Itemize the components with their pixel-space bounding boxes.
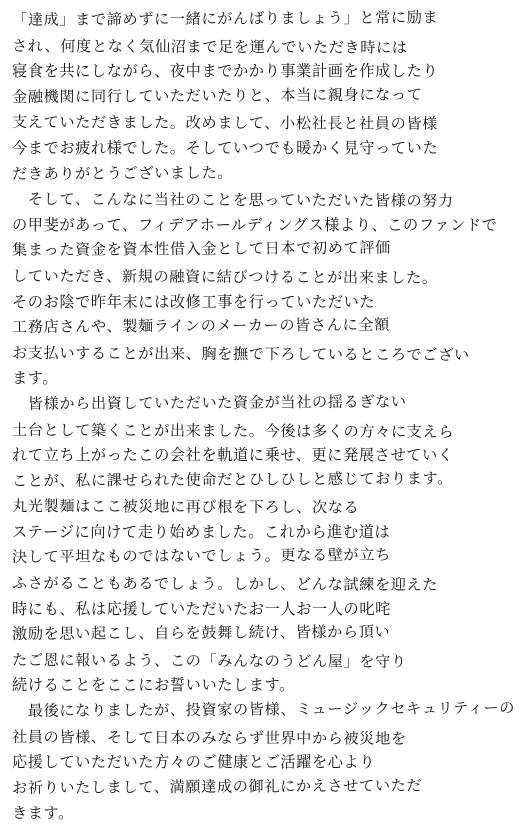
letter-line: 「達成」まで諦めずに一緒にがんばりましょう」と常に励ま [11, 8, 439, 29]
letter-line: 金融機関に同行していただいたりと、本当に親身になって [11, 85, 423, 106]
letter-line: 支えていただきました。改めまして、小松社長と社員の皆様 [11, 113, 439, 134]
letter-line: 最後になりましたが、投資家の皆様、ミュージックセキュリティーの [11, 698, 516, 721]
letter-line: だきありがとうございました。 [11, 163, 234, 183]
letter-line: の甲斐があって、フィデアホールディングス様より、このファンドで [12, 215, 498, 234]
letter-line: 応援していただいた方々のご健康とご活躍を心より [12, 753, 376, 772]
letter-line: そのお陰で昨年末には改修工事を行っていただいた [12, 292, 376, 311]
letter-line: 激励を思い起こし、自らを鼓舞し続け、皆様から頂い [11, 622, 391, 644]
letter-line: 丸光製麺はここ被災地に再び根を下ろし、次なる [11, 497, 360, 517]
letter-line: 工務店さんや、製麺ラインのメーカーの皆さんに全額 [11, 315, 390, 337]
letter-line: れて立ち上がったこの会社を軌道に乗せ、更に発展させていく [12, 446, 454, 465]
letter-line: 集まった資金を資本性借入金として日本で初めて評価 [11, 239, 391, 260]
letter-line: たご恩に報いるよう、この「みんなのうどん屋」を守り [11, 650, 407, 671]
letter-line: きます。 [11, 804, 74, 823]
letter-line: していただき、新規の融資に結びつけることが出来ました。 [11, 266, 438, 287]
letter-line: ステージに向けて走り始めました。これから進む道は [12, 522, 391, 541]
letter-line: 今までお疲れ様でした。そしていつでも暖かく見守っていた [12, 138, 439, 157]
letter-line: そして、こんなに当社のことを思っていただいた皆様の努力 [11, 190, 454, 211]
letter-line: 土台として築くことが出来ました。今後は多くの方々に支えら [11, 420, 455, 441]
letter-line: 社員の皆様、そして日本のみならず世界中から被災地を [11, 727, 407, 748]
letter-line: ます。 [12, 369, 59, 388]
letter-line: お支払いすることが出来、胸を撫で下ろしているところでござい [11, 343, 470, 364]
letter-line: お祈りいたしまして、満願達成の御礼にかえさせていただ [11, 776, 423, 797]
letter-line: され、何度となく気仙沼まで足を運んでいただき時には [11, 36, 408, 57]
letter-line: 時にも、私は応援していただいたお一人お一人の叱咤 [12, 599, 391, 618]
letter-line: ことが、私に課せられた使命だとひしひしと感じております。 [11, 468, 453, 490]
letter-line: 寝食を共にしながら、夜中までかかり事業計画を作成したり [12, 62, 439, 81]
letter-line: 皆様から出資していただいた資金が当社の揺るぎない [11, 392, 407, 413]
letter-line: ふさがることもあるでしょう。しかし、どんな試練を迎えた [11, 574, 439, 594]
letter-line: 決して平坦なものではないでしょう。更なる壁が立ち [11, 546, 391, 567]
letter-line: 続けることをここにお誓いいたします。 [12, 676, 295, 695]
